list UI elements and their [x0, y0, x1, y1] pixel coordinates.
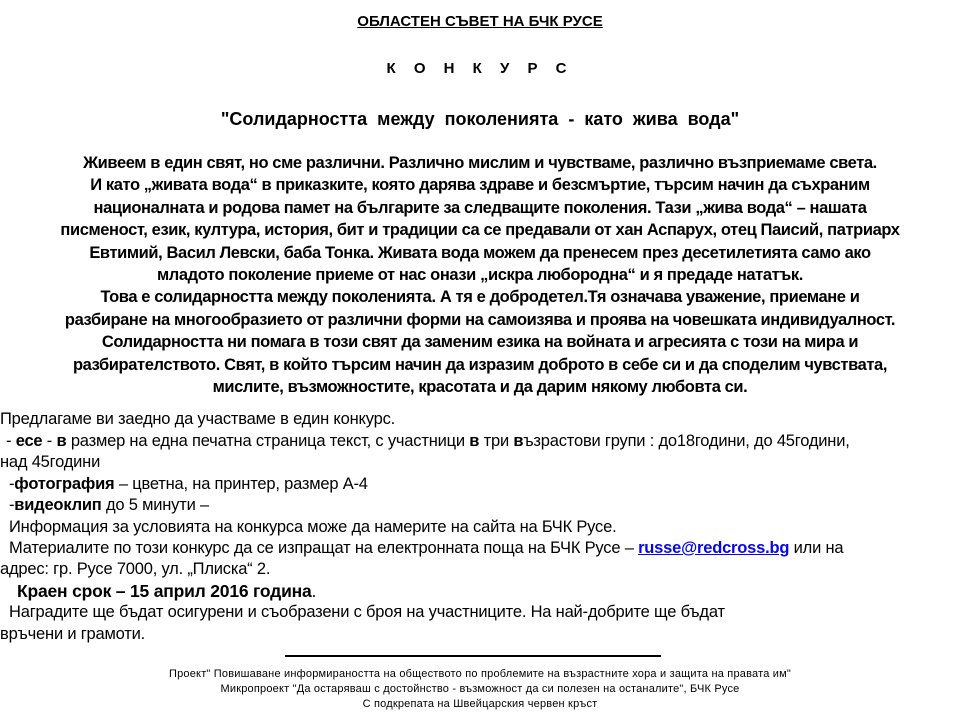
intro-line: разбиране на многообразието от различни форми на самоизява и проява на човешката индивидуалност.	[64, 310, 896, 329]
essay-rest2: три	[479, 431, 514, 450]
org-title	[0, 0, 960, 30]
essay-rest3: ъзрастови групи : до18години, до 45години,	[523, 431, 850, 450]
essay-term: есе	[15, 431, 43, 450]
footer-divider	[285, 655, 661, 657]
essay-rest1: размер на една печатна страница текст, с участници	[66, 431, 470, 450]
intro-line: националната и родова памет на българите за следващите поколения. Тази „жива вода“ – нашата	[93, 198, 867, 217]
contest-title: "Солидарността между поколенията - като жива вода"	[220, 109, 740, 129]
video-rest: до 5 минути –	[101, 496, 209, 515]
address-line: адрес: гр. Русе 7000, ул. „Плиска“ 2.	[0, 560, 271, 579]
footer-microproject-line: Микропроект "Да остаряваш с достойнство - възможност да си полезен на останалите", БЧК Русе	[220, 683, 740, 695]
materials-text: Материалите по този конкурс да се изпращат на електронната поща на БЧК Русе –	[9, 538, 639, 557]
photo-term: фотография	[14, 474, 115, 493]
intro-line: Солидарността ни помага в този свят да заменим езика на войната и агресията с този на мира и	[101, 333, 859, 352]
bullet-essay	[0, 431, 960, 452]
intro-line: мислите, възможностите, красотата и да дарим някому любовта си.	[212, 378, 748, 397]
footer-project-line: Проект" Повишаване информираността на обществото по проблемите на възрастните хора и защита на правата им"	[169, 668, 791, 680]
essay-wrap-line: над 45години	[0, 453, 101, 472]
materials-line	[0, 538, 960, 559]
info-line: Информация за условията на конкурса може да намерите на сайта на БЧК Русе.	[9, 517, 617, 536]
intro-paragraph	[0, 152, 960, 398]
intro-line: Живеем в един свят, но сме различни. Различно мислим и чувстваме, различно възприемаме света.	[83, 154, 877, 172]
intro-line: младото поколение приеме от нас онази „искра любородна“ и я предаде нататък.	[157, 266, 803, 285]
essay-bold-v3: в	[513, 431, 524, 450]
contest-heading: К О Н К У Р С	[386, 60, 574, 77]
intro-line: И като „живата вода“ в приказките, която дарява здраве и безсмъртие, търсим начин да съхраним	[90, 176, 870, 195]
intro-line: разбирателството. Свят, в който търсим начин да изразим доброто в себе си и да споделим чувствата,	[72, 355, 888, 374]
deadline-text: Краен срок – 15 април 2016 година	[17, 580, 312, 601]
deadline-line	[0, 581, 960, 602]
essay-dash: -	[6, 431, 16, 450]
video-term: видеоклип	[14, 496, 102, 515]
essay-bold-v2: в	[469, 431, 480, 450]
footer-support-line: С подкрепата на Швейцарския червен кръст	[362, 698, 598, 710]
intro-line: писменост, език, култура, история, бит и традиции са се предавали от хан Аспарух, отец Паисий, патриарх	[60, 221, 900, 240]
intro-line: Това е солидарността между поколенията. А тя е добродетел.Тя означава уважение, приемане и	[100, 288, 860, 307]
photo-rest: – цветна, на принтер, размер А-4	[114, 474, 368, 493]
video-dash: -	[9, 496, 15, 515]
materials-after: или на	[789, 538, 844, 557]
bullet-photo	[0, 474, 960, 495]
invite-line: Предлагаме ви заедно да участваме в един конкурс.	[0, 410, 395, 429]
footer	[0, 655, 960, 712]
photo-dash: -	[9, 474, 15, 493]
awards-line: Наградите ще бъдат осигурени и съобразени с броя на участниците. На най-добрите ще бъдат	[9, 603, 725, 622]
awards-line: връчени и грамоти.	[0, 624, 146, 643]
contest-details	[0, 409, 960, 644]
email-link[interactable]: russe@redcross.bg	[638, 538, 790, 557]
essay-mid: -	[42, 431, 57, 450]
intro-line: Евтимий, Васил Левски, баба Тонка. Живата вода можем да пренесем през десетилетията само ако	[89, 243, 871, 262]
bullet-video	[0, 495, 960, 516]
essay-bold-v1: в	[56, 431, 67, 450]
org-title-text: ОБЛАСТЕН СЪВЕТ НА БЧК РУСЕ	[357, 13, 603, 30]
deadline-period: .	[311, 580, 317, 601]
